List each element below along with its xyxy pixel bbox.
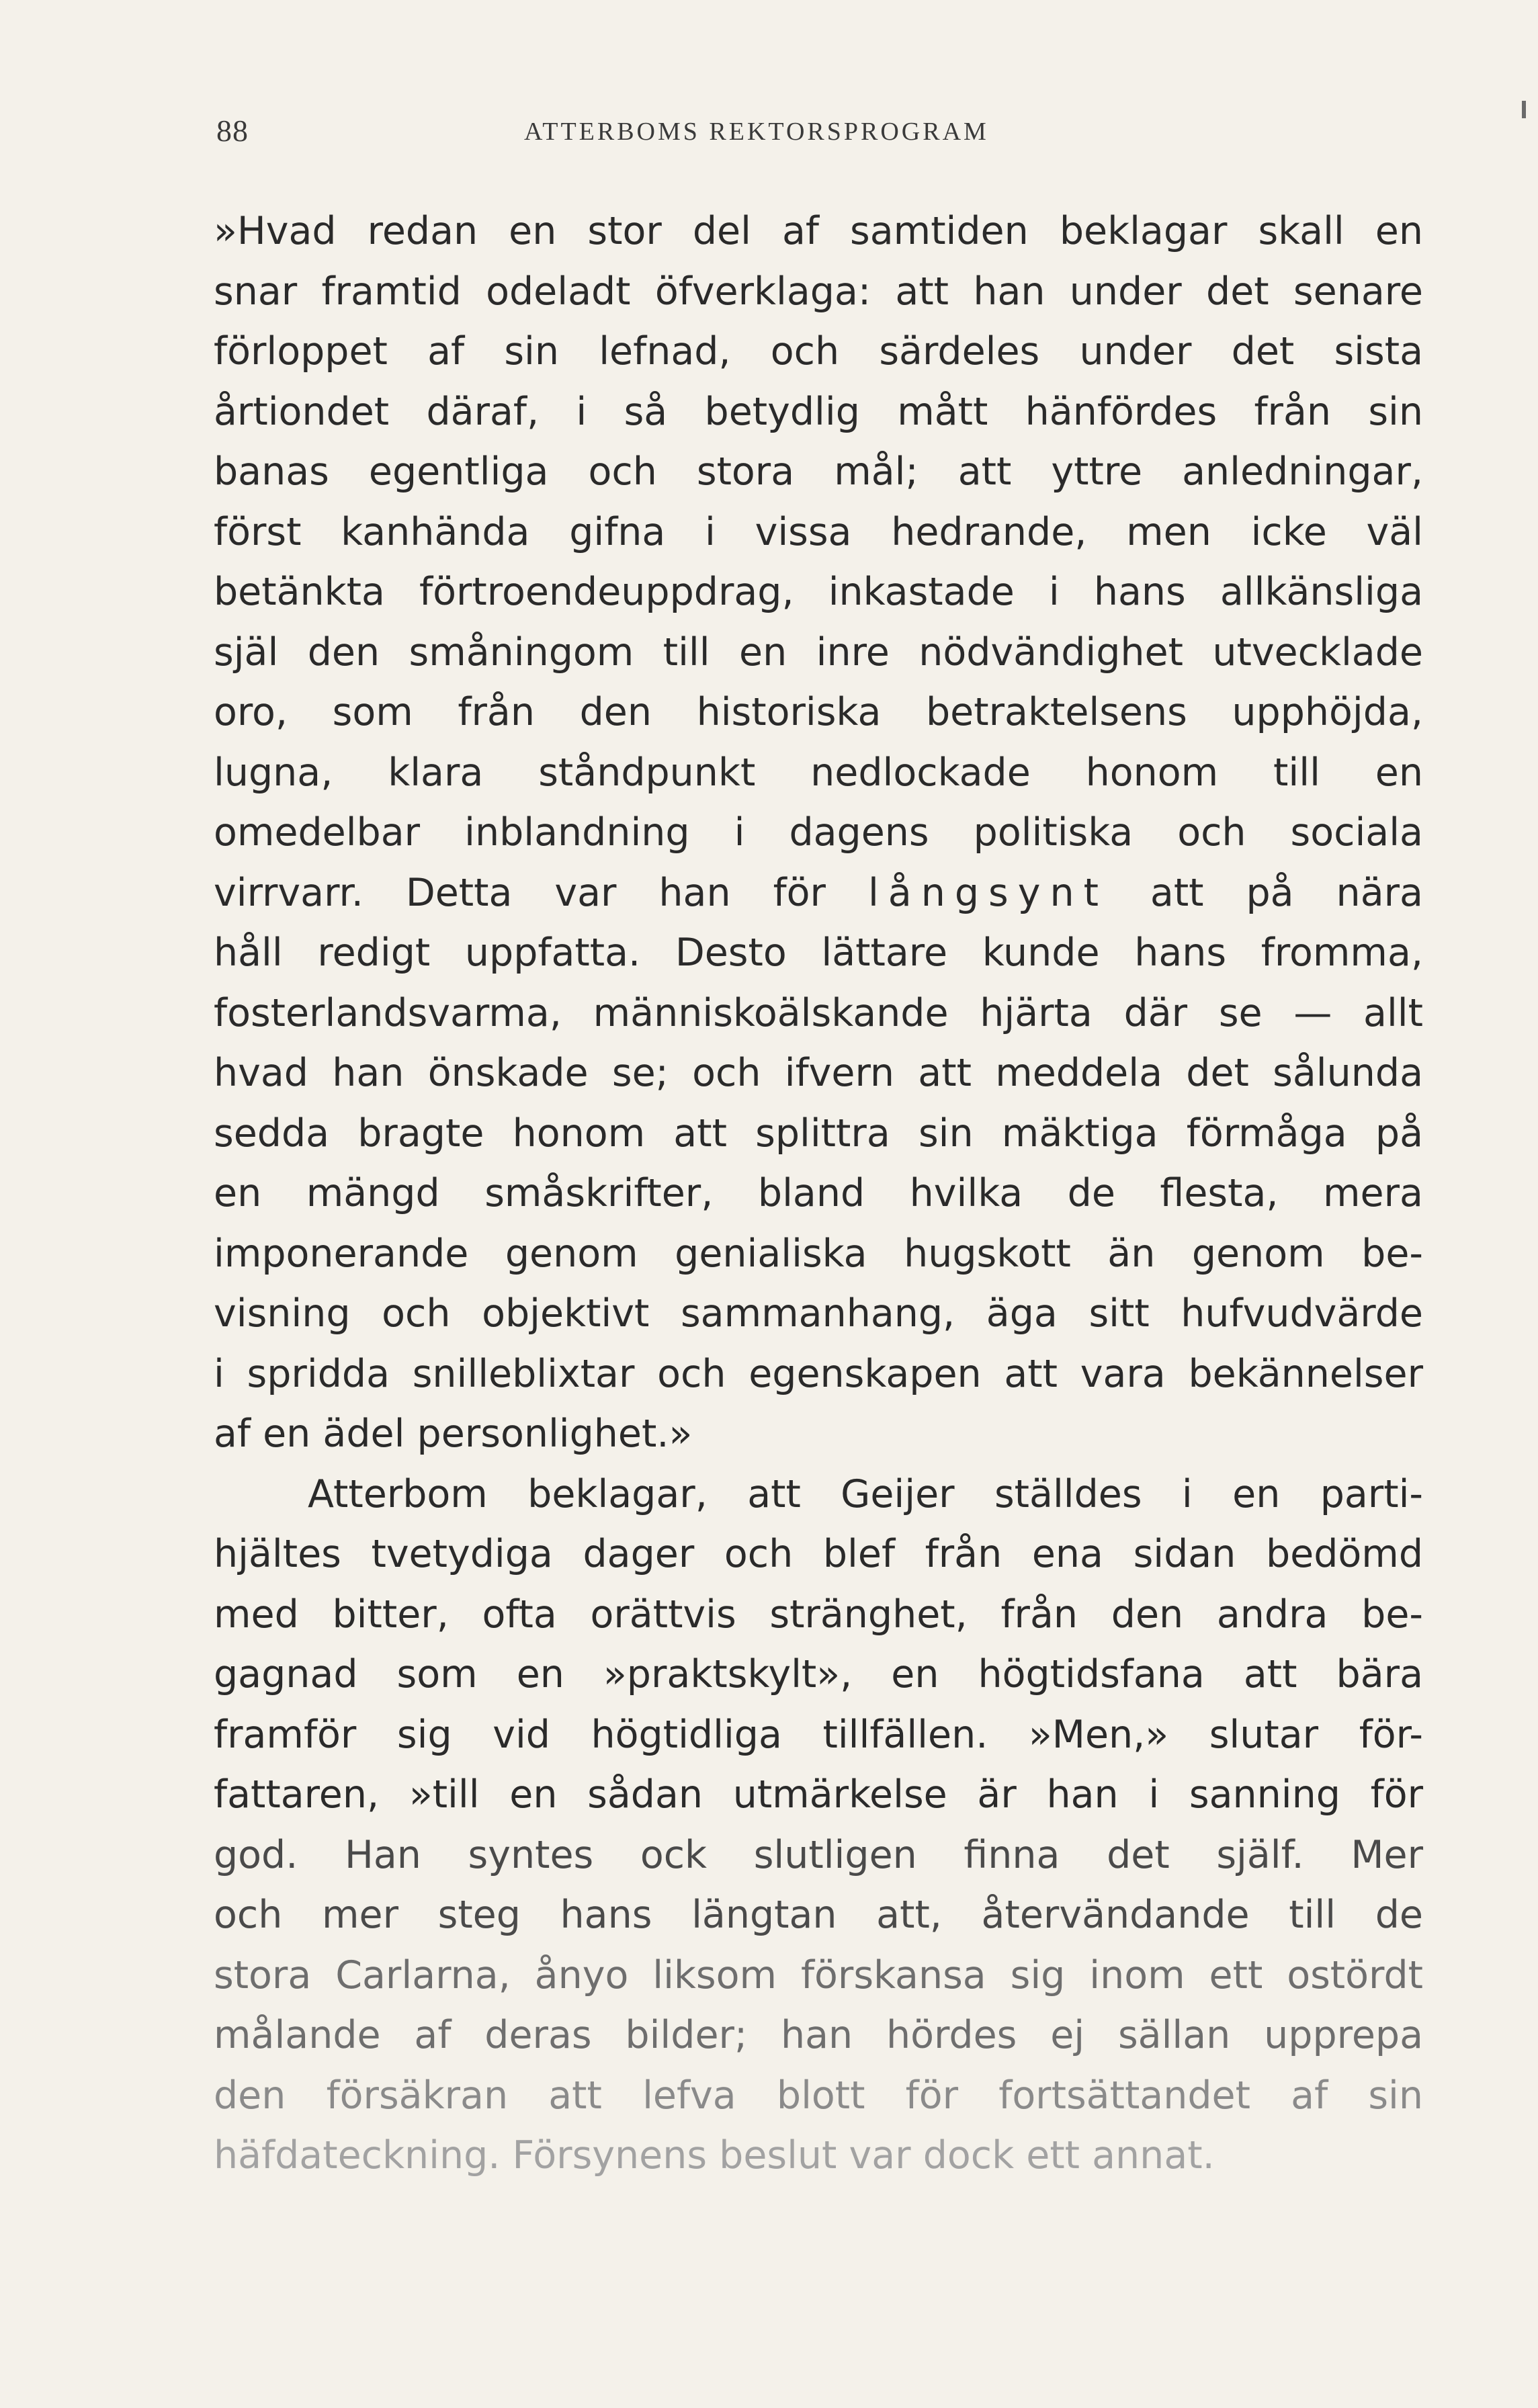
text-line: målande af deras bilder; han hördes ej sällan upprepa bbox=[214, 2013, 1423, 2057]
text-line: håll redigt uppfatta. Desto lättare kunde hans fromma, bbox=[214, 931, 1423, 975]
text-line: fattaren, »till en sådan utmärkelse är han i sanning för bbox=[214, 1772, 1423, 1817]
body-text bbox=[214, 202, 1423, 2186]
text-line: snar framtid odeladt öfverklaga: att han under det senare bbox=[214, 269, 1423, 314]
page-number: 88 bbox=[216, 114, 249, 148]
text-line: en mängd småskrifter, bland hvilka de flesta, mera bbox=[214, 1171, 1423, 1215]
running-title: ATTERBOMS REKTORSPROGRAM bbox=[524, 118, 989, 146]
text-line-indented: Atterbom beklagar, att Geijer ställdes i en parti- bbox=[308, 1471, 1423, 1516]
text-line-last: af en ädel personlighet.» bbox=[214, 1412, 693, 1456]
text-line: först kanhända gifna i vissa hedrande, men icke väl bbox=[214, 509, 1423, 554]
text-line: oro, som från den historiska betraktelsens upphöjda, bbox=[214, 690, 1423, 734]
text-line: betänkta förtroendeuppdrag, inkastade i hans allkänsliga bbox=[214, 570, 1423, 614]
text-line: »Hvad redan en stor del af samtiden beklagar skall en bbox=[214, 209, 1423, 253]
spaced-emphasis-word: långsynt bbox=[867, 870, 1108, 915]
text-line: hvad han önskade se; och ifvern att meddela det sålunda bbox=[214, 1051, 1423, 1095]
text-line: med bitter, ofta orättvis stränghet, från den andra be- bbox=[214, 1592, 1423, 1637]
text-line: god. Han syntes ock slutligen finna det själf. Mer bbox=[214, 1832, 1423, 1877]
text-line-spaced bbox=[214, 863, 1423, 924]
text-line: omedelbar inblandning i dagens politiska och sociala bbox=[214, 810, 1423, 855]
text-line: banas egentliga och stora mål; att yttre anledningar, bbox=[214, 449, 1423, 494]
text-line: själ den småningom till en inre nödvändighet utvecklade bbox=[214, 630, 1423, 675]
page-edge-mark bbox=[1522, 101, 1526, 118]
text-line: gagnad som en »praktskylt», en högtidsfana att bära bbox=[214, 1652, 1423, 1696]
text-line: imponerande genom genialiska hugskott än genom be- bbox=[214, 1231, 1423, 1276]
text-line: stora Carlarna, ånyo liksom förskansa sig inom ett ostördt bbox=[214, 1952, 1423, 1997]
text-line: i spridda snilleblixtar och egenskapen att vara bekännelser bbox=[214, 1351, 1423, 1396]
line-part-after: att på nära bbox=[1150, 870, 1423, 915]
line-part-before: virrvarr. Detta var han för bbox=[214, 870, 826, 915]
text-line: lugna, klara ståndpunkt nedlockade honom till en bbox=[214, 750, 1423, 795]
text-line: hjältes tvetydiga dager och blef från ena sidan bedömd bbox=[214, 1532, 1423, 1576]
text-line: och mer steg hans längtan att, återvändande till de bbox=[214, 1893, 1423, 1937]
text-line: årtiondet däraf, i så betydlig mått hänfördes från sin bbox=[214, 389, 1423, 434]
text-line: framför sig vid högtidliga tillfällen. »Men,» slutar för- bbox=[214, 1712, 1423, 1757]
running-head bbox=[216, 113, 1422, 160]
text-line: den försäkran att lefva blott för fortsättandet af sin bbox=[214, 2073, 1423, 2118]
text-line: sedda bragte honom att splittra sin mäktiga förmåga på bbox=[214, 1111, 1423, 1156]
text-line: visning och objektivt sammanhang, äga sitt hufvudvärde bbox=[214, 1291, 1423, 1336]
text-line: fosterlandsvarma, människoälskande hjärta där se — allt bbox=[214, 990, 1423, 1035]
text-line-last: häfdateckning. Försynens beslut var dock ett annat. bbox=[214, 2133, 1215, 2178]
text-line: förloppet af sin lefnad, och särdeles under det sista bbox=[214, 329, 1423, 374]
